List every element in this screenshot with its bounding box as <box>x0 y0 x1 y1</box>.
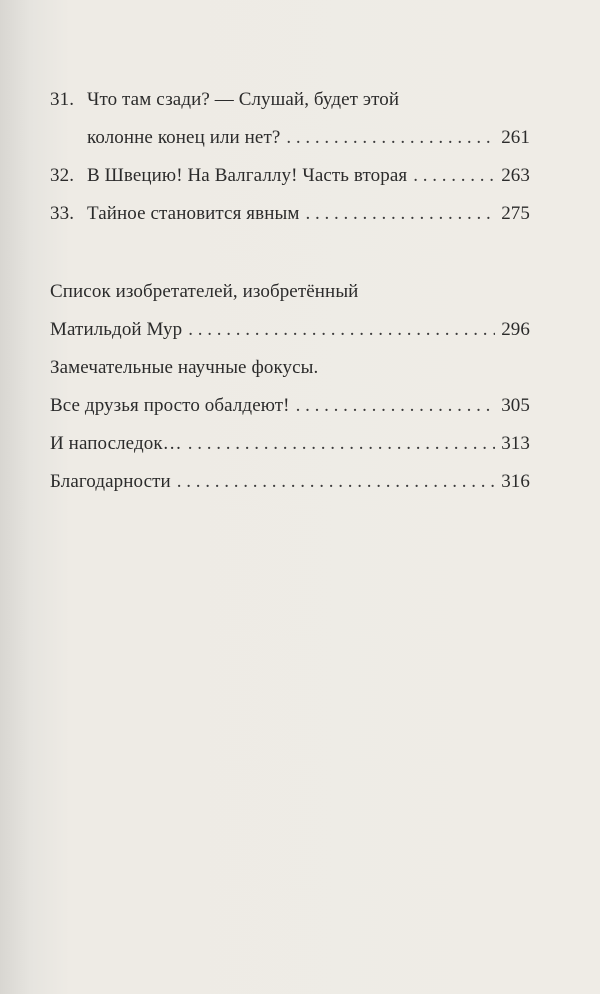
section-title: Список изобретателей, изобретённый <box>50 281 359 302</box>
chapter-title: Тайное становится явным <box>87 203 300 224</box>
toc-entry-32 <box>50 164 530 202</box>
dot-leader <box>188 432 495 457</box>
section-title: Благодарности <box>50 471 171 492</box>
dot-leader <box>296 394 496 419</box>
dot-leader <box>286 126 495 151</box>
page-number: 305 <box>501 395 530 416</box>
page-number: 296 <box>501 319 530 340</box>
table-of-contents <box>50 88 530 508</box>
toc-entry-31-line2 <box>50 126 530 164</box>
dot-leader <box>413 164 495 189</box>
chapter-number: 32. <box>50 165 75 186</box>
page-number: 316 <box>501 471 530 492</box>
page-number: 313 <box>501 433 530 454</box>
toc-entry-acknowledgements <box>50 470 530 508</box>
chapter-title-continued: колонне конец или нет? <box>87 127 281 148</box>
page-number: 261 <box>501 127 530 148</box>
toc-entry-tricks-line2 <box>50 394 530 432</box>
section-title: Замечательные научные фокусы. <box>50 357 319 378</box>
section-title: И напоследок… <box>50 433 182 454</box>
dot-leader <box>305 202 495 227</box>
dot-leader <box>188 318 495 343</box>
page-number: 275 <box>501 203 530 224</box>
page-number: 263 <box>501 165 530 186</box>
dot-leader <box>177 470 495 495</box>
chapter-number: 31. <box>50 89 75 110</box>
chapter-number: 33. <box>50 203 75 224</box>
chapter-title: Что там сзади? — Слушай, будет этой <box>87 89 400 110</box>
toc-entry-inventors-line2 <box>50 318 530 356</box>
toc-entry-inventors-line1 <box>50 280 530 318</box>
section-title-continued: Все друзья просто обалдеют! <box>50 395 290 416</box>
toc-entry-33 <box>50 202 530 240</box>
chapter-title: В Швецию! На Валгаллу! Часть вторая <box>87 165 408 186</box>
toc-entry-31-line1 <box>50 88 530 126</box>
toc-entry-tricks-line1 <box>50 356 530 394</box>
section-title-continued: Матильдой Мур <box>50 319 183 340</box>
toc-entry-finally <box>50 432 530 470</box>
